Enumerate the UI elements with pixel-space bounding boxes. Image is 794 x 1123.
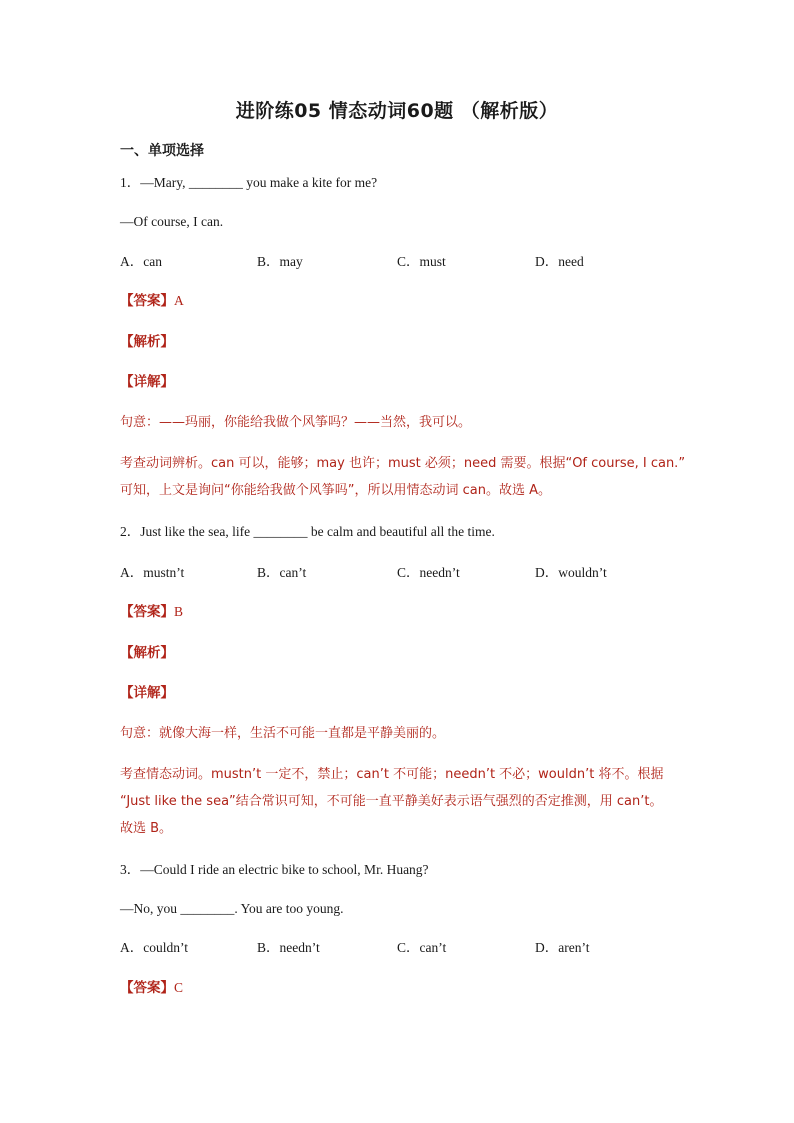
question-3-answer	[120, 979, 183, 997]
question-1-analysis-tag: 【解析】	[120, 334, 174, 350]
question-1-option-b: B．may	[257, 254, 303, 269]
page-title: 进阶练05 情态动词60题 （解析版）	[235, 100, 559, 122]
question-2-detail-tag: 【详解】	[120, 685, 174, 701]
answer-tag: 【答案】	[120, 293, 174, 309]
question-2-answer	[120, 603, 183, 621]
question-2-explanation-line-1: 考查情态动词。mustn’t 一定不，禁止；can’t 不可能；needn’t 不必；wouldn’t 将不。根据	[120, 767, 664, 782]
question-3-stem: 3．—Could I ride an electric bike to school, Mr. Huang?	[120, 862, 429, 877]
question-1-explanation-line-1: 考查动词辨析。can 可以，能够；may 也许；must 必须；need 需要。根据“Of course, I can.”	[120, 456, 686, 471]
question-3-reply: —No, you ________. You are too young.	[120, 901, 344, 916]
question-1-option-d: D．need	[535, 254, 584, 269]
question-3-option-b: B．needn’t	[257, 940, 320, 955]
question-1-stem: 1．—Mary, ________ you make a kite for me?	[120, 175, 378, 190]
question-1-meaning: 句意：——玛丽，你能给我做个风筝吗？——当然，我可以。	[120, 415, 472, 430]
question-3-option-c: C．can’t	[397, 940, 447, 955]
question-1-explanation-line-2: 可知，上文是询问“你能给我做个风筝吗”，所以用情态动词 can。故选 A。	[120, 483, 551, 498]
question-2-explanation-line-2: “Just like the sea”结合常识可知，不可能一直平静美好表示语气强烈的否定推测，用 can’t。	[120, 794, 663, 809]
answer-tag: 【答案】	[120, 980, 174, 996]
question-1-reply: —Of course, I can.	[120, 214, 224, 229]
question-2-option-c: C．needn’t	[397, 565, 460, 580]
question-3-option-d: D．aren’t	[535, 940, 590, 955]
answer-tag: 【答案】	[120, 604, 174, 620]
section-heading: 一、单项选择	[120, 143, 204, 159]
question-1-detail-tag: 【详解】	[120, 374, 174, 390]
question-2-option-a: A．mustn’t	[120, 565, 185, 580]
question-2-explanation-line-3: 故选 B。	[120, 821, 173, 836]
question-2-meaning: 句意：就像大海一样，生活不可能一直都是平静美丽的。	[120, 726, 446, 741]
question-2-option-b: B．can’t	[257, 565, 307, 580]
question-1-option-a: A．can	[120, 254, 162, 269]
answer-value: A	[174, 293, 184, 308]
question-1-answer	[120, 292, 184, 310]
question-2-stem: 2．Just like the sea, life ________ be calm and beautiful all the time.	[120, 524, 495, 539]
question-2-option-d: D．wouldn’t	[535, 565, 607, 580]
answer-value: C	[174, 980, 184, 995]
question-1-option-c: C．must	[397, 254, 446, 269]
answer-value: B	[174, 604, 184, 619]
question-3-option-a: A．couldn’t	[120, 940, 188, 955]
question-2-analysis-tag: 【解析】	[120, 645, 174, 661]
